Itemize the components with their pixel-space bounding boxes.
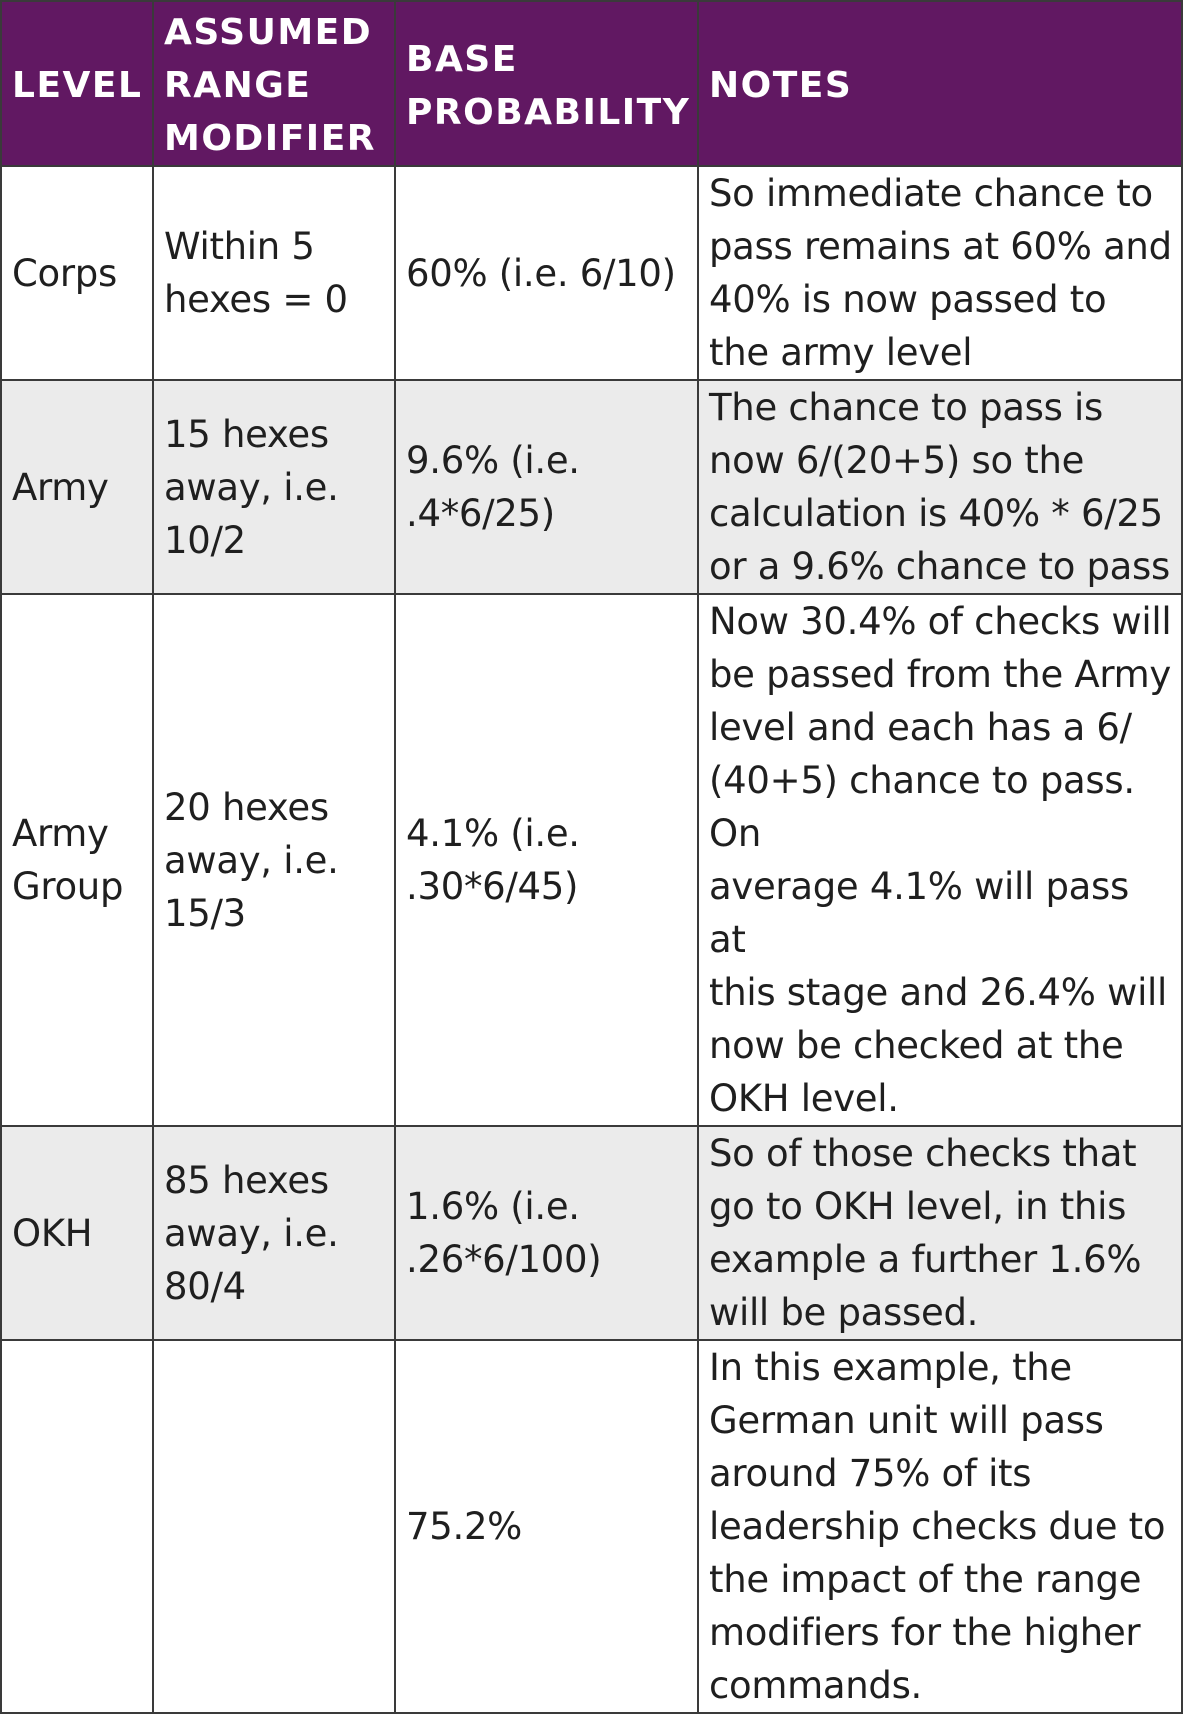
header-row — [1, 1, 1182, 166]
cell-range-modifier: 85 hexes away, i.e. 80/4 — [153, 1126, 395, 1340]
table-body — [1, 166, 1182, 1713]
cell-notes: The chance to pass is now 6/(20+5) so the calculation is 40% * 6/25 or a 9.6% chance to pass — [698, 380, 1182, 594]
table-row — [1, 166, 1182, 380]
table-row — [1, 380, 1182, 594]
header-range-modifier: ASSUMED RANGE MODIFIER — [153, 1, 395, 166]
cell-base-probability: 9.6% (i.e. .4*6/25) — [395, 380, 698, 594]
header-base-probability: BASE PROBABILITY — [395, 1, 698, 166]
cell-base-probability: 1.6% (i.e. .26*6/100) — [395, 1126, 698, 1340]
cell-range-modifier — [153, 1340, 395, 1713]
cell-notes: So of those checks that go to OKH level, in this example a further 1.6% will be passed. — [698, 1126, 1182, 1340]
cell-level: Army Group — [1, 594, 153, 1126]
table-row — [1, 594, 1182, 1126]
table-row — [1, 1126, 1182, 1340]
header-notes: NOTES — [698, 1, 1182, 166]
cell-range-modifier: 20 hexes away, i.e. 15/3 — [153, 594, 395, 1126]
table-row — [1, 1340, 1182, 1713]
cell-level: Corps — [1, 166, 153, 380]
cell-base-probability: 60% (i.e. 6/10) — [395, 166, 698, 380]
cell-range-modifier: 15 hexes away, i.e. 10/2 — [153, 380, 395, 594]
cell-range-modifier: Within 5 hexes = 0 — [153, 166, 395, 380]
cell-notes: So immediate chance to pass remains at 60% and 40% is now passed to the army level — [698, 166, 1182, 380]
cell-base-probability: 75.2% — [395, 1340, 698, 1713]
cell-base-probability: 4.1% (i.e. .30*6/45) — [395, 594, 698, 1126]
header-level: LEVEL — [1, 1, 153, 166]
cell-level — [1, 1340, 153, 1713]
cell-level: OKH — [1, 1126, 153, 1340]
table-header — [1, 1, 1182, 166]
cell-notes: In this example, the German unit will pass around 75% of its leadership checks due to the impact of the range modifiers for the higher commands. — [698, 1340, 1182, 1713]
cell-level: Army — [1, 380, 153, 594]
cell-notes: Now 30.4% of checks will be passed from the Army level and each has a 6/ (40+5) chance to pass. On average 4.1% will pass at this stage and 26.4% will now be checked at the OKH level. — [698, 594, 1182, 1126]
